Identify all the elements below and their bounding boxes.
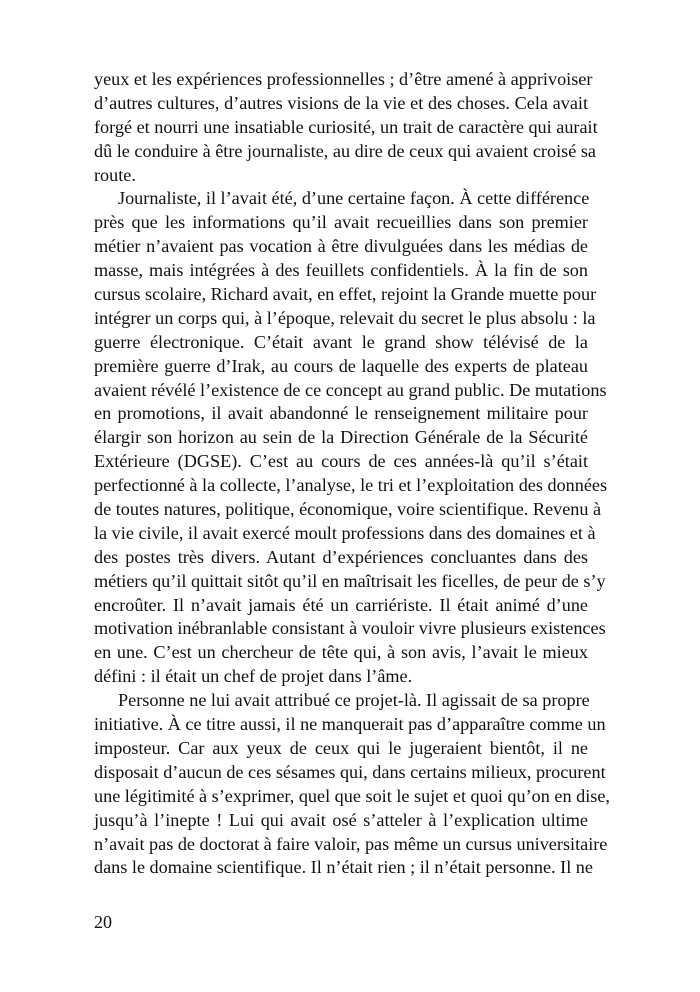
text-line: Journaliste, il l’avait été, d’une certaine façon. À cette différence: [118, 188, 590, 209]
text-line: d’autres cultures, d’autres visions de la vie et des choses. Cela avait: [94, 92, 588, 113]
text-line: des postes très divers. Autant d’expériences concluantes dans des: [94, 546, 588, 567]
body-text: [94, 68, 610, 880]
text-line: disposait d’aucun de ces sésames qui, dans certains milieux, procurent: [94, 761, 606, 782]
text-line: n’avait pas de doctorat à faire valoir, pas même un cursus universitaire: [94, 833, 608, 854]
text-line: la vie civile, il avait exercé moult professions dans des domaines et à: [94, 522, 596, 543]
text-line: élargir son horizon au sein de la Direction Générale de la Sécurité: [94, 427, 588, 448]
paragraph: [94, 187, 608, 689]
text-line: métiers qu’il quittait sitôt qu’il en maîtrisait les ficelles, de peur de s’y: [94, 570, 606, 591]
text-line: en promotions, il avait abandonné le renseignement militaire pour: [94, 403, 588, 424]
text-line: dans le domaine scientifique. Il n’était rien ; il n’était personne. Il ne: [94, 857, 593, 878]
paragraph: [94, 689, 610, 880]
text-line: métier n’avaient pas vocation à être divulguées dans les médias de: [94, 236, 588, 257]
text-line: yeux et les expériences professionnelles ; d’être amené à apprivoiser: [94, 69, 593, 89]
text-line: défini : il était un chef de projet dans l’âme.: [94, 666, 413, 687]
text-line: dû le conduire à être journaliste, au dire de ceux qui avaient croisé sa: [94, 140, 596, 161]
page-number: 20: [94, 912, 112, 932]
text-line: première guerre d’Irak, au cours de laquelle des experts de plateau: [94, 355, 588, 376]
text-line: initiative. À ce titre aussi, il ne manquerait pas d’apparaître comme un: [94, 714, 606, 735]
text-line: forgé et nourri une insatiable curiosité, un trait de caractère qui aurait: [94, 116, 598, 137]
text-line: motivation inébranlable consistant à vouloir vivre plusieurs existences: [94, 618, 606, 639]
text-line: encroûter. Il n’avait jamais été un carriériste. Il était animé d’une: [94, 594, 588, 615]
text-line: près que les informations qu’il avait recueillies dans son premier: [94, 212, 588, 233]
text-line: intégrer un corps qui, à l’époque, relevait du secret le plus absolu : la: [94, 307, 596, 328]
text-line: avaient révélé l’existence de ce concept au grand public. De mutations: [94, 379, 607, 400]
text-line: Extérieure (DGSE). C’est au cours de ces années-là qu’il s’était: [94, 451, 588, 472]
text-line: jusqu’à l’inepte ! Lui qui avait osé s’atteler à l’explication ultime: [94, 809, 588, 830]
text-line: perfectionné à la collecte, l’analyse, le tri et l’exploitation des données: [94, 475, 608, 496]
text-line: une légitimité à s’exprimer, quel que soit le sujet et quoi qu’on en dise,: [94, 785, 610, 806]
text-line: cursus scolaire, Richard avait, en effet, rejoint la Grande muette pour: [94, 284, 597, 305]
text-line: en une. C’est un chercheur de tête qui, à son avis, l’avait le mieux: [94, 642, 588, 663]
text-line: imposteur. Car aux yeux de ceux qui le jugeraient bientôt, il ne: [94, 737, 588, 758]
text-line: de toutes natures, politique, économique, voire scientifique. Revenu à: [94, 499, 602, 520]
text-line: Personne ne lui avait attribué ce projet-là. Il agissait de sa propre: [118, 690, 590, 711]
text-line: guerre électronique. C’était avant le grand show télévisé de la: [94, 331, 588, 352]
text-line: masse, mais intégrées à des feuillets confidentiels. À la fin de son: [94, 260, 588, 281]
paragraph: [94, 68, 598, 187]
text-line: route.: [94, 164, 136, 185]
